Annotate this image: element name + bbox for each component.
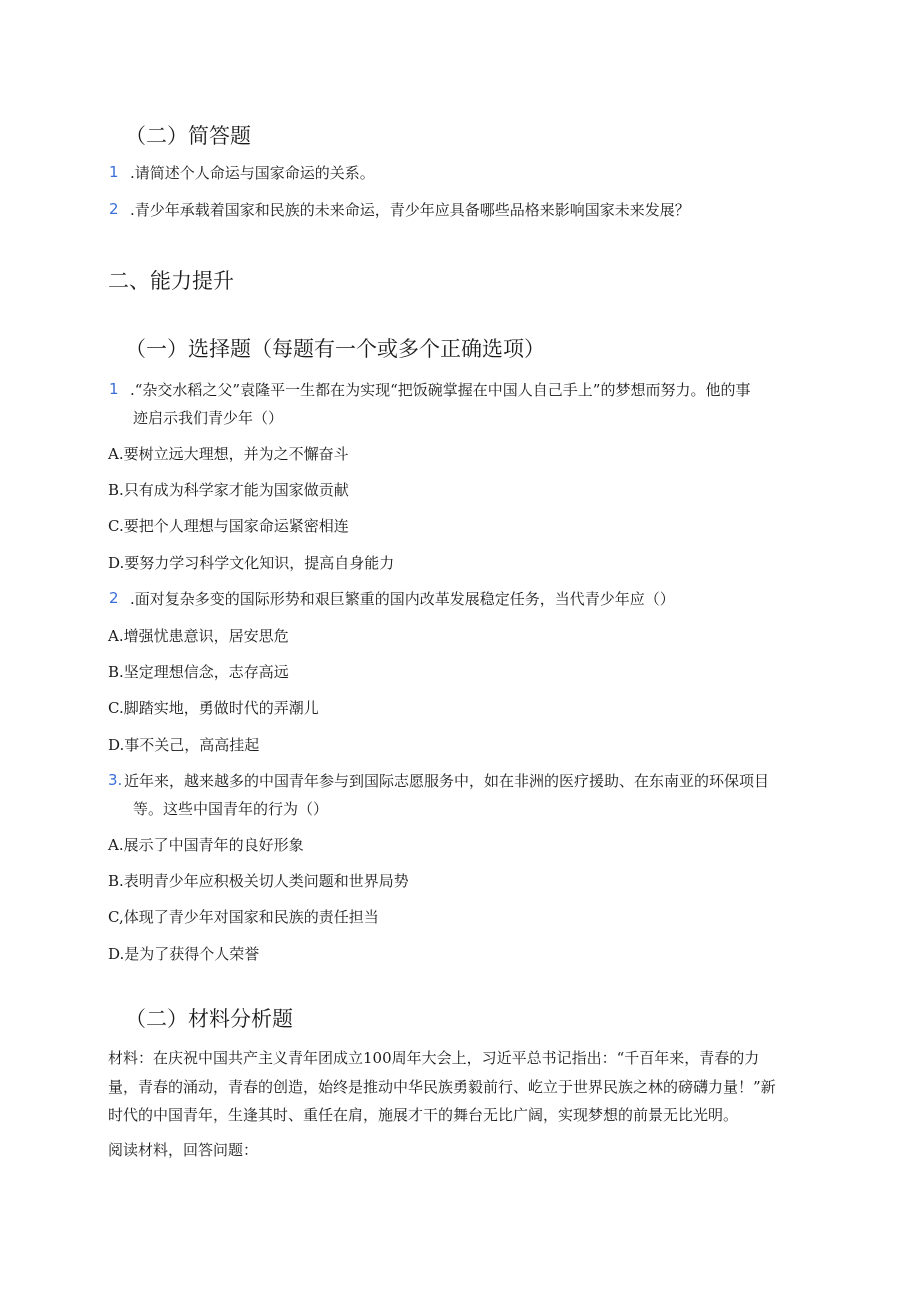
question-text: .青少年承载着国家和民族的未来命运，青少年应具备哪些品格来影响国家未来发展？: [130, 201, 690, 219]
section-heading-short-answer: （二）简答题: [125, 124, 251, 148]
question-number: 1: [109, 163, 119, 181]
question-number: 2: [109, 589, 119, 607]
question-text: .“杂交水稻之父”袁隆平一生都在为实现“把饭碗掌握在中国人自己手上”的梦想而努力。他的事: [130, 381, 751, 399]
material-text: 时代的中国青年，生逢其时、重任在肩，施展才干的舞台无比广阔，实现梦想的前景无比光明。: [108, 1106, 739, 1124]
question-text: 迹启示我们青少年（）: [133, 409, 284, 427]
section-heading-choice: （一）选择题（每题有一个或多个正确选项）: [125, 337, 545, 361]
option: B.坚定理想信念，志存高远: [108, 663, 289, 681]
option: C.要把个人理想与国家命运紧密相连: [108, 517, 349, 535]
section-heading-material: （二）材料分析题: [125, 1007, 293, 1031]
option: C.脚踏实地，勇做时代的弄潮儿: [108, 699, 319, 717]
question-number: 3.: [108, 771, 123, 789]
material-text: 材料：在庆祝中国共产主义青年团成立100周年大会上，习近平总书记指出：“千百年来，青春的力: [108, 1049, 760, 1067]
question-text: 等。这些中国青年的行为（）: [133, 800, 329, 818]
material-prompt: 阅读材料，回答问题：: [108, 1141, 259, 1159]
option: A.要树立远大理想，并为之不懈奋斗: [108, 445, 349, 463]
option: D.要努力学习科学文化知识，提高自身能力: [108, 554, 395, 572]
option: B.只有成为科学家才能为国家做贡献: [108, 481, 349, 499]
question-text: .请简述个人命运与国家命运的关系。: [130, 164, 375, 182]
material-text: 量，青春的涌动，青春的创造，始终是推动中华民族勇毅前行、屹立于世界民族之林的磅礴力量！”新: [108, 1078, 776, 1096]
question-text: .面对复杂多变的国际形势和艰巨繁重的国内改革发展稳定任务，当代青少年应（）: [130, 590, 675, 608]
question-number: 2: [109, 200, 119, 218]
option: D.事不关己，高高挂起: [108, 736, 260, 754]
option: A.增强忧患意识，居安思危: [108, 627, 289, 645]
section-heading-ability: 二、能力提升: [108, 269, 234, 293]
question-text: 近年来，越来越多的中国青年参与到国际志愿服务中，如在非洲的医疗援助、在东南亚的环保项目: [124, 772, 770, 790]
question-number: 1: [109, 380, 119, 398]
option: D.是为了获得个人荣誉: [108, 945, 260, 963]
option: A.展示了中国青年的良好形象: [108, 836, 304, 854]
option: B.表明青少年应积极关切人类问题和世界局势: [108, 872, 409, 890]
option: C,体现了青少年对国家和民族的责任担当: [108, 908, 379, 926]
